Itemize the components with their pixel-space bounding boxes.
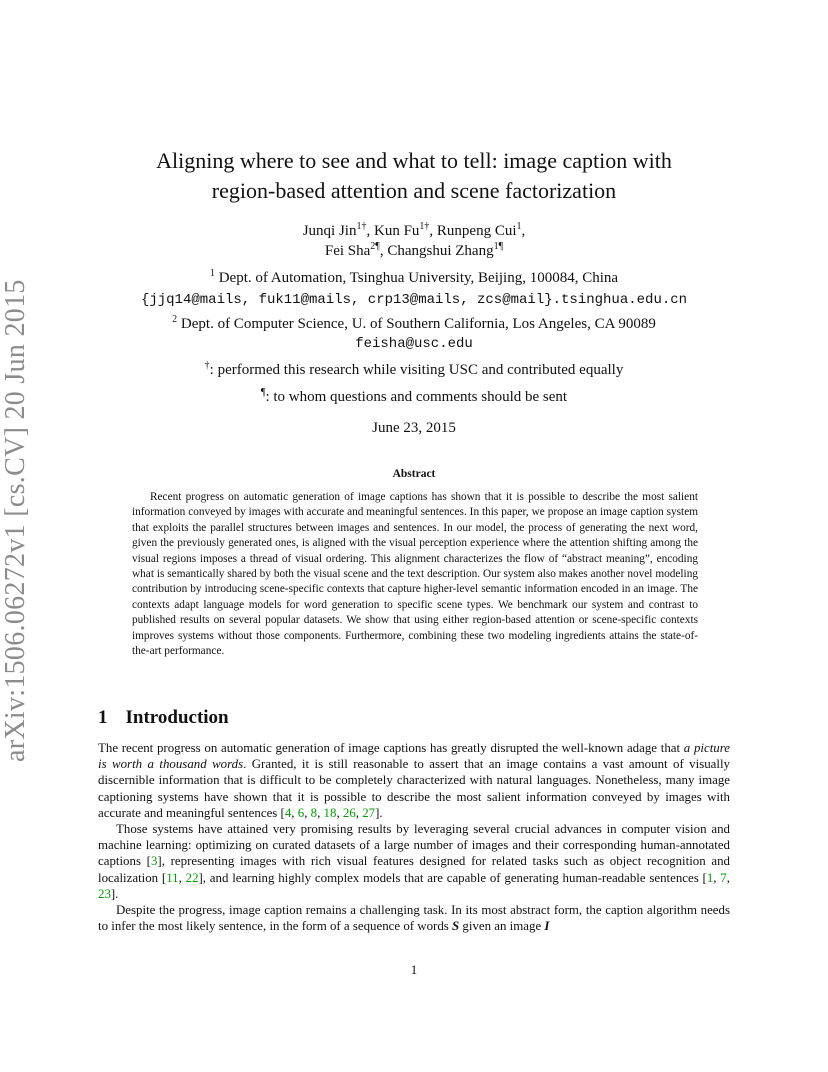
title-line-1: Aligning where to see and what to tell: image caption with [156, 148, 672, 173]
affiliation-1 [0, 268, 828, 288]
section-heading [98, 705, 229, 731]
paragraph: Those systems have attained very promising results by leveraging several crucial advances in computer vision and machine learning: optimizing on curated datasets of a large number of images and their corresponding human-annotated captions [3], representing images with rich visual features designed for related tasks such as object recognition and localization [11, 22], and learning highly complex models that are capable of generating human-readable sentences [1, 7, 23]. [98, 822, 730, 901]
author-name: Runpeng Cui [436, 223, 517, 239]
emphasis: a picture is worth a thousand words [98, 741, 731, 772]
citation-link[interactable]: 4 [284, 805, 292, 820]
abstract-heading: Abstract [392, 468, 436, 480]
abstract-text: Recent progress on automatic generation of image captions has shown that it is possible to describe the most salient information conveyed by images with accurate and meaningful sentences. In this paper, we propose an image caption system that exploits the parallel structures between images and sentences. In our model, the process of generating the next word, given the previously generated ones, is aligned with the visual perception experience where the attention shifting among the visual regions imposes a thread of visual ordering. This alignment characterizes the flow of “abstract meaning”, encoding what is semantically shared by both the visual scene and the text description. Our system also makes another novel modeling contribution by introducing scene-specific contexts that capture higher-level semantic information encoded in an image. The contexts adapt language models for word generation to specific scene types. We benchmark our system and contrast to published results on several popular datasets. We show that using either region-based attention or scene-specific contexts improves systems without those components. Furthermore, combining these two modeling ingredients attains the state-of-the-art performance. [132, 491, 698, 658]
body-text [98, 740, 730, 934]
citation-link[interactable]: 22 [185, 870, 199, 885]
author-mark: 1† [419, 221, 430, 232]
citation-link[interactable]: 8 [310, 805, 318, 820]
citation-link[interactable]: 27 [362, 805, 376, 820]
affiliation-text: Dept. of Automation, Tsinghua University, Beijing, 100084, China [218, 270, 619, 286]
author-name: Kun Fu [373, 223, 420, 239]
footnote-equal-contribution [0, 360, 828, 380]
paragraph: The recent progress on automatic generation of image captions has greatly disrupted the well-known adage that a picture is worth a thousand words. Granted, it is still reasonable to assert that an image contains a vast amount of visually discernible information that is difficult to be completely characterized with natural languages. Nonetheless, many image captioning systems have shown that it is possible to describe the most salient information conveyed by images with accurate and meaningful sentences [4, 6, 8, 18, 26, 27]. [98, 741, 731, 820]
footnote-text: : performed this research while visiting USC and contributed equally [209, 362, 624, 378]
citation-link[interactable]: 1 [706, 870, 714, 885]
author-list [0, 221, 828, 261]
footnote-text: : to whom questions and comments should be sent [265, 389, 568, 405]
author-line-1: Junqi Jin$^{1\dagger}$, Kun $Fu^{1\dagger}$, Runpeng Cui$^1$, [302, 221, 526, 239]
arxiv-identifier: arXiv:1506.06272v1 [cs.CV] 20 Jun 2015 [0, 279, 31, 762]
affiliation-mark: 2 [172, 314, 178, 325]
author-mark: 1 [516, 221, 522, 232]
author-name: Fei Sha [324, 243, 371, 259]
paragraph: Despite the progress, image caption remains a challenging task. In its most abstract form, the caption algorithm needs to infer the most likely sentence, in the form of a sequence of words S given an image I [98, 903, 730, 934]
math-symbol: S [452, 919, 460, 934]
author-mark: 1¶ [493, 241, 504, 252]
author-line-2: Fei Sha$^{2\P}$, Changshui Zhang$^{1\P}$ [324, 241, 504, 259]
citation-link[interactable]: 18 [323, 805, 337, 820]
citation-link[interactable]: 26 [342, 805, 356, 820]
email-brace-list: {jjq14@mails, fuk11@mails, crp13@mails, zcs@mail} [140, 292, 553, 308]
affiliation-1-emails [0, 288, 828, 310]
page-number: 1 [410, 962, 418, 977]
paper-title [0, 146, 828, 206]
section-title: Introduction [125, 707, 229, 728]
author-name: Changshui Zhang [387, 243, 494, 259]
citation-link[interactable]: 6 [297, 805, 305, 820]
affiliation-mark: 1 [209, 268, 215, 279]
footnote-mark: † [204, 360, 210, 371]
citation-link[interactable]: 23 [98, 886, 111, 901]
author-name: Junqi Jin [302, 223, 357, 239]
citation-link[interactable]: 11 [166, 870, 179, 885]
email-domain: .tsinghua.edu.cn [552, 292, 688, 308]
affiliation-text: Dept. of Computer Science, U. of Southern California, Los Angeles, CA 90089 [180, 316, 656, 332]
footnote-mark: ¶ [260, 387, 266, 398]
author-mark: 1† [356, 221, 367, 232]
title-line-2: region-based attention and scene factorization [211, 178, 617, 203]
affiliation-2-email: feisha@usc.edu [355, 336, 473, 352]
citation-link[interactable]: 3 [150, 854, 158, 869]
footnote-correspondence [0, 387, 828, 407]
paper-date: June 23, 2015 [372, 420, 456, 436]
author-mark: 2¶ [370, 241, 380, 252]
math-symbol: I [544, 919, 550, 934]
citation-link[interactable]: 7 [720, 870, 727, 885]
section-number: 1 [98, 707, 108, 728]
affiliation-2 [0, 314, 828, 334]
